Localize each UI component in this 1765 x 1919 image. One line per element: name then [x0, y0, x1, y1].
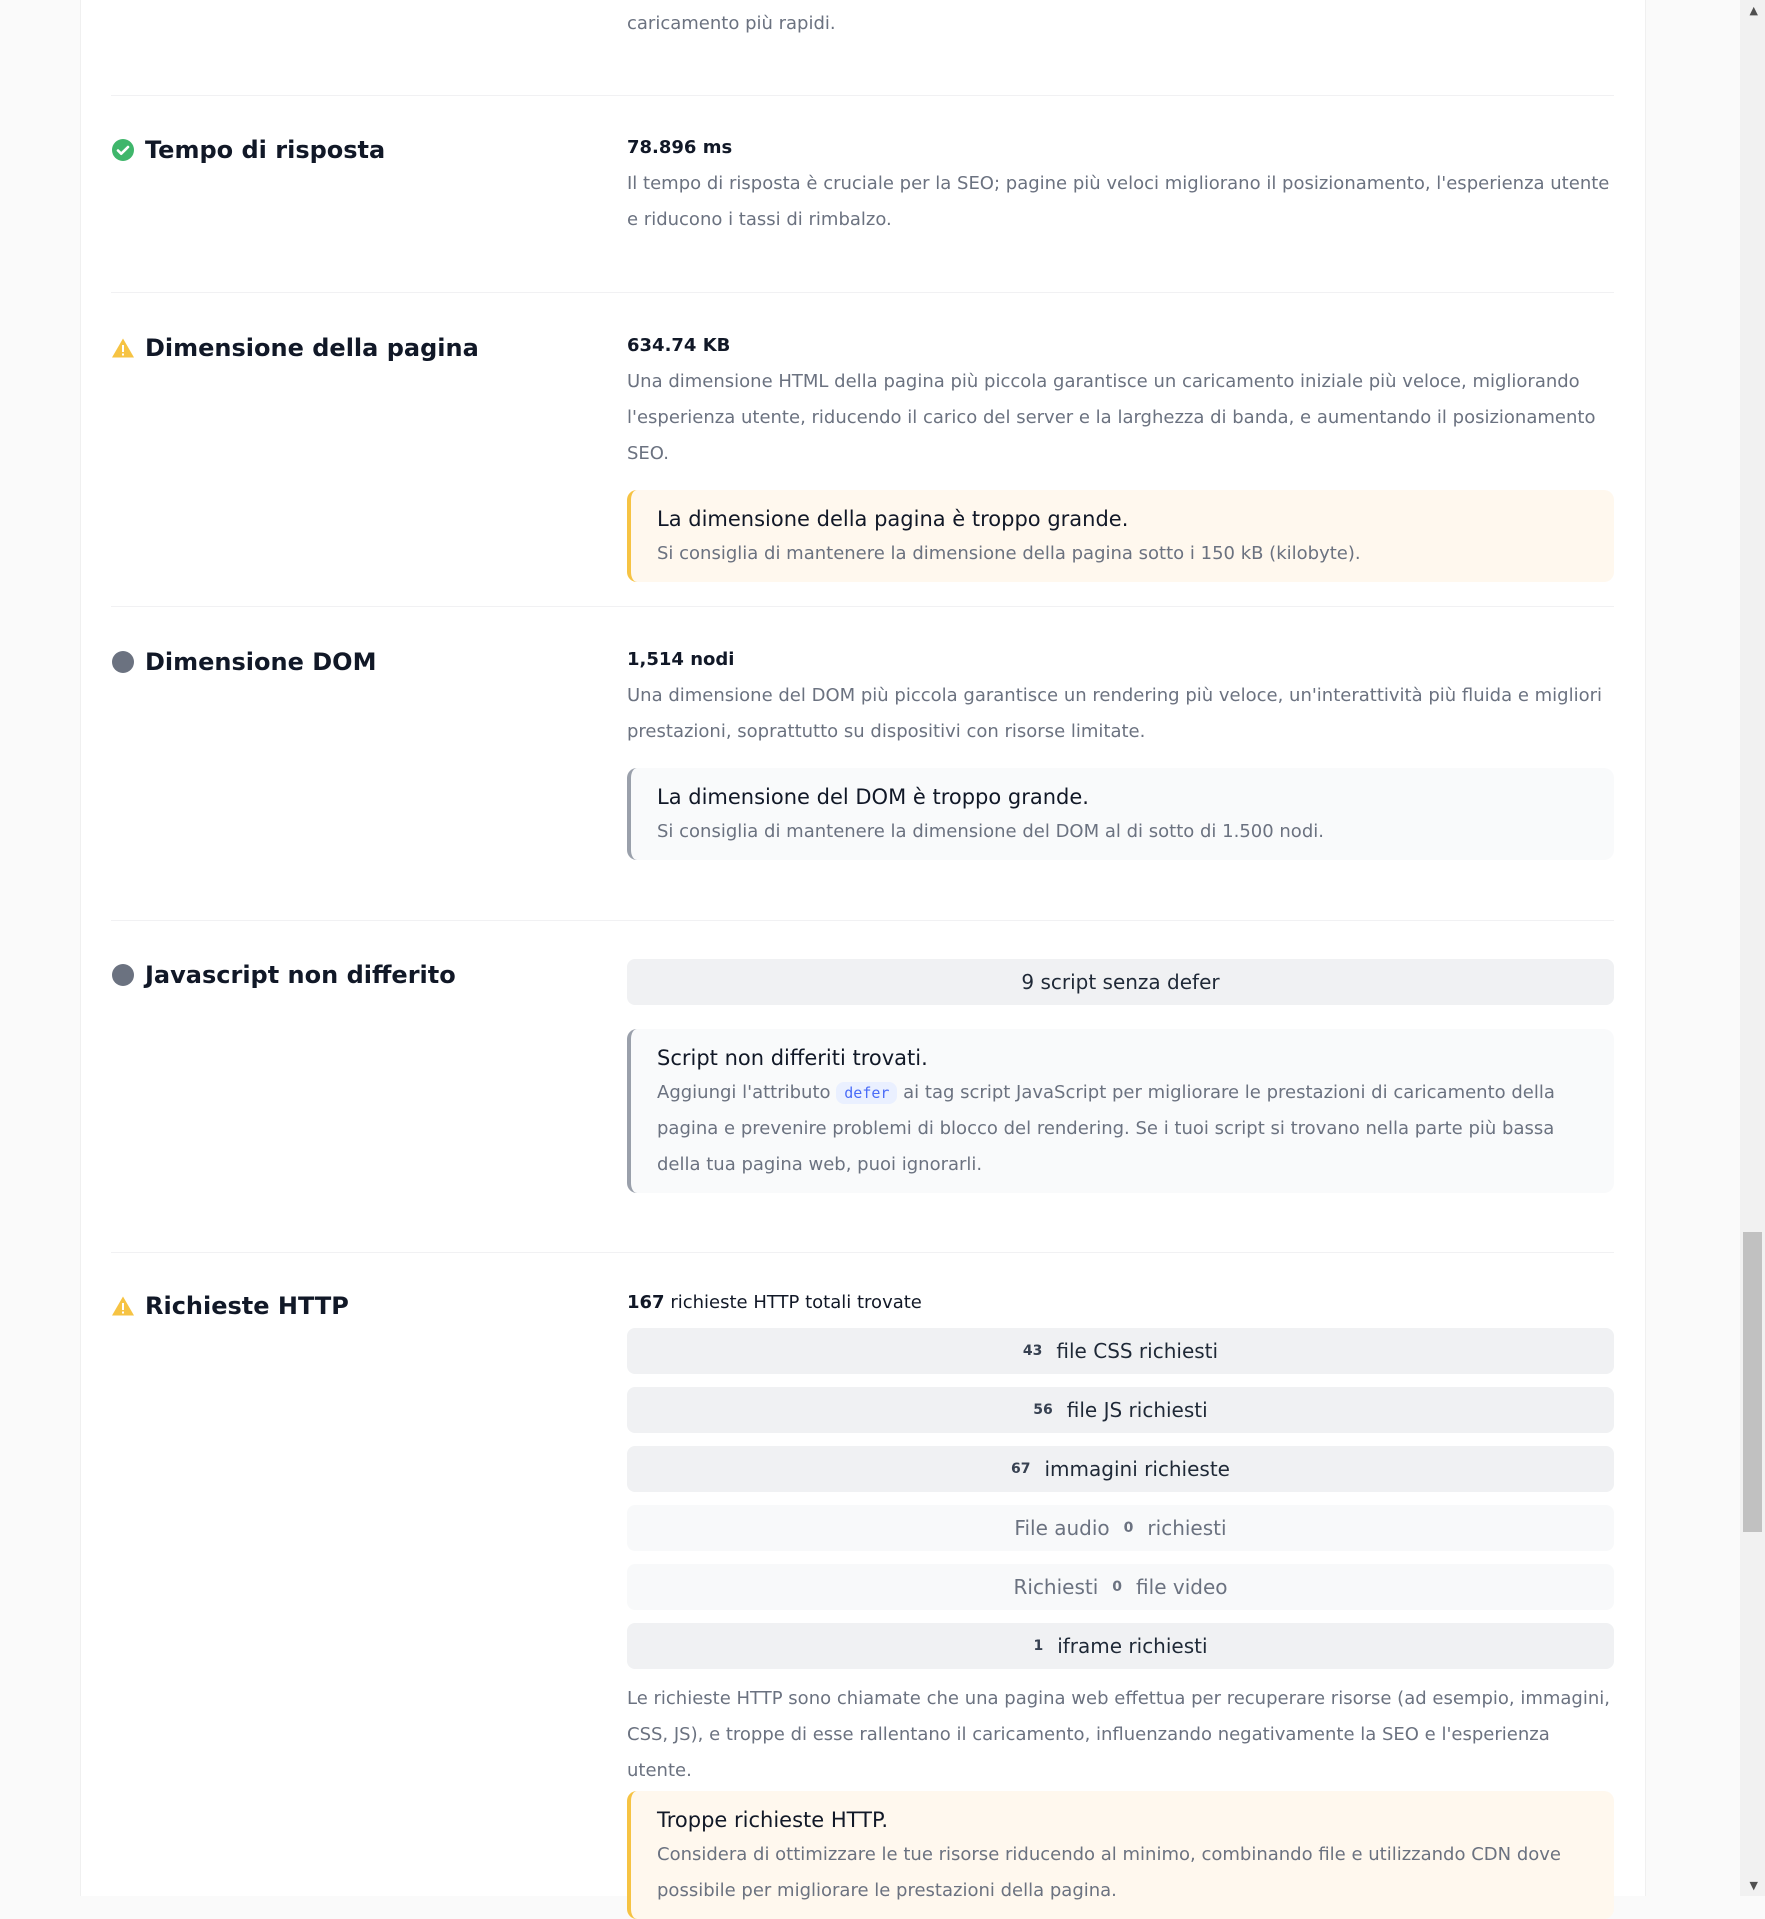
image-label: immagini richieste [1044, 1457, 1230, 1481]
http-alert-title: Troppe richieste HTTP. [657, 1808, 889, 1832]
video-label-before: Richiesti [1013, 1575, 1099, 1599]
divider [111, 1252, 1614, 1253]
response-time-description: Il tempo di risposta è cruciale per la SEO; pagine più veloci migliorano il posizionamento, l'esperienza utente e riducono i tassi di rimbalzo. [627, 173, 1610, 230]
css-count: 43 [1022, 1343, 1043, 1359]
js-defer-alert-text [657, 1075, 1590, 1183]
js-defer-count: 9 script senza defer [1021, 970, 1220, 994]
dom-size-description: Una dimensione del DOM più piccola garantisce un rendering più veloce, un'interattività più fluida e migliori prestazioni, soprattutto su dispositivi con risorse limitate. [627, 685, 1603, 742]
page-size-alert [627, 490, 1614, 582]
response-time-label [111, 136, 385, 164]
video-count: 0 [1112, 1579, 1123, 1595]
http-total [627, 1288, 1614, 1318]
page-size-description: Una dimensione HTML della pagina più piccola garantisce un caricamento iniziale più veloce, migliorando l'esperienza utente, riducendo il carico del server e la larghezza di banda, e aumentando il posizionamento SEO. [627, 371, 1596, 464]
js-defer-text-before: Aggiungi l'attributo [657, 1082, 831, 1103]
dom-size-label [111, 648, 376, 676]
http-label [111, 1292, 349, 1320]
css-requests-pill[interactable] [627, 1328, 1614, 1374]
audio-label-before: File audio [1014, 1516, 1110, 1540]
iframe-label: iframe richiesti [1057, 1634, 1208, 1658]
video-label-after: file video [1136, 1575, 1228, 1599]
divider [111, 920, 1614, 921]
js-defer-alert [627, 1029, 1614, 1193]
js-label: file JS richiesti [1066, 1398, 1208, 1422]
video-requests-pill[interactable] [627, 1564, 1614, 1610]
dom-size-title: Dimensione DOM [145, 648, 377, 676]
divider [111, 95, 1614, 96]
audio-count: 0 [1123, 1520, 1134, 1536]
dom-size-alert [627, 768, 1614, 860]
image-count: 67 [1011, 1461, 1031, 1477]
iframe-requests-pill[interactable] [627, 1623, 1614, 1669]
audio-label-after: richiesti [1147, 1516, 1227, 1540]
js-defer-alert-title: Script non differiti trovati. [657, 1046, 928, 1070]
check-circle-icon [111, 138, 135, 162]
dom-size-value: 1,514 nodi [627, 649, 735, 670]
neutral-circle-icon [111, 963, 135, 987]
scrollbar[interactable] [1740, 0, 1765, 1896]
http-total-number: 167 [627, 1292, 665, 1313]
http-total-text: richieste HTTP totali trovate [670, 1292, 922, 1313]
js-requests-pill[interactable] [627, 1387, 1614, 1433]
scroll-up-icon[interactable]: ▲ [1749, 4, 1758, 17]
divider [111, 606, 1614, 607]
page-size-alert-title: La dimensione della pagina è troppo grande. [657, 507, 1129, 531]
warning-icon [111, 1294, 135, 1318]
audio-requests-pill[interactable] [627, 1505, 1614, 1551]
js-count: 56 [1033, 1402, 1053, 1418]
css-label: file CSS richiesti [1056, 1339, 1219, 1363]
iframe-count: 1 [1033, 1638, 1044, 1654]
page-size-alert-text: Si consiglia di mantenere la dimensione della pagina sotto i 150 kB (kilobyte). [657, 543, 1361, 564]
defer-code: defer [836, 1082, 897, 1104]
js-defer-label [111, 961, 456, 989]
http-alert [627, 1791, 1614, 1919]
js-defer-text-after: ai tag script JavaScript per migliorare le prestazioni di caricamento della pagina e prevenire problemi di blocco del rendering. Se i tuoi script si trovano nella parte più bassa della tua pagina web, puoi ignorarli. [657, 1082, 1555, 1175]
image-requests-pill[interactable] [627, 1446, 1614, 1492]
page-size-label [111, 334, 479, 362]
http-title: Richieste HTTP [145, 1292, 349, 1320]
dom-size-alert-title: La dimensione del DOM è troppo grande. [657, 785, 1089, 809]
http-alert-text: Considera di ottimizzare le tue risorse riducendo al minimo, combinando file e utilizzando CDN dove possibile per migliorare le prestazioni della pagina. [657, 1844, 1561, 1901]
warning-icon [111, 336, 135, 360]
page-size-title: Dimensione della pagina [145, 334, 479, 362]
scrollbar-thumb[interactable] [1743, 1232, 1762, 1532]
js-defer-count-pill[interactable] [627, 959, 1614, 1005]
neutral-circle-icon [111, 650, 135, 674]
dom-size-alert-text: Si consiglia di mantenere la dimensione del DOM al di sotto di 1.500 nodi. [657, 821, 1324, 842]
http-description: Le richieste HTTP sono chiamate che una pagina web effettua per recuperare risorse (ad esempio, immagini, CSS, JS), e troppe di esse rallentano il caricamento, influenzando negativamente la SEO e l'esperienza utente. [627, 1688, 1610, 1781]
response-time-value: 78.896 ms [627, 137, 733, 158]
previous-description: caricamento più rapidi. [627, 13, 836, 34]
scroll-down-icon[interactable]: ▼ [1749, 1879, 1758, 1892]
page-size-value: 634.74 KB [627, 335, 731, 356]
response-time-title: Tempo di risposta [145, 136, 386, 164]
divider [111, 292, 1614, 293]
js-defer-title: Javascript non differito [145, 961, 456, 989]
